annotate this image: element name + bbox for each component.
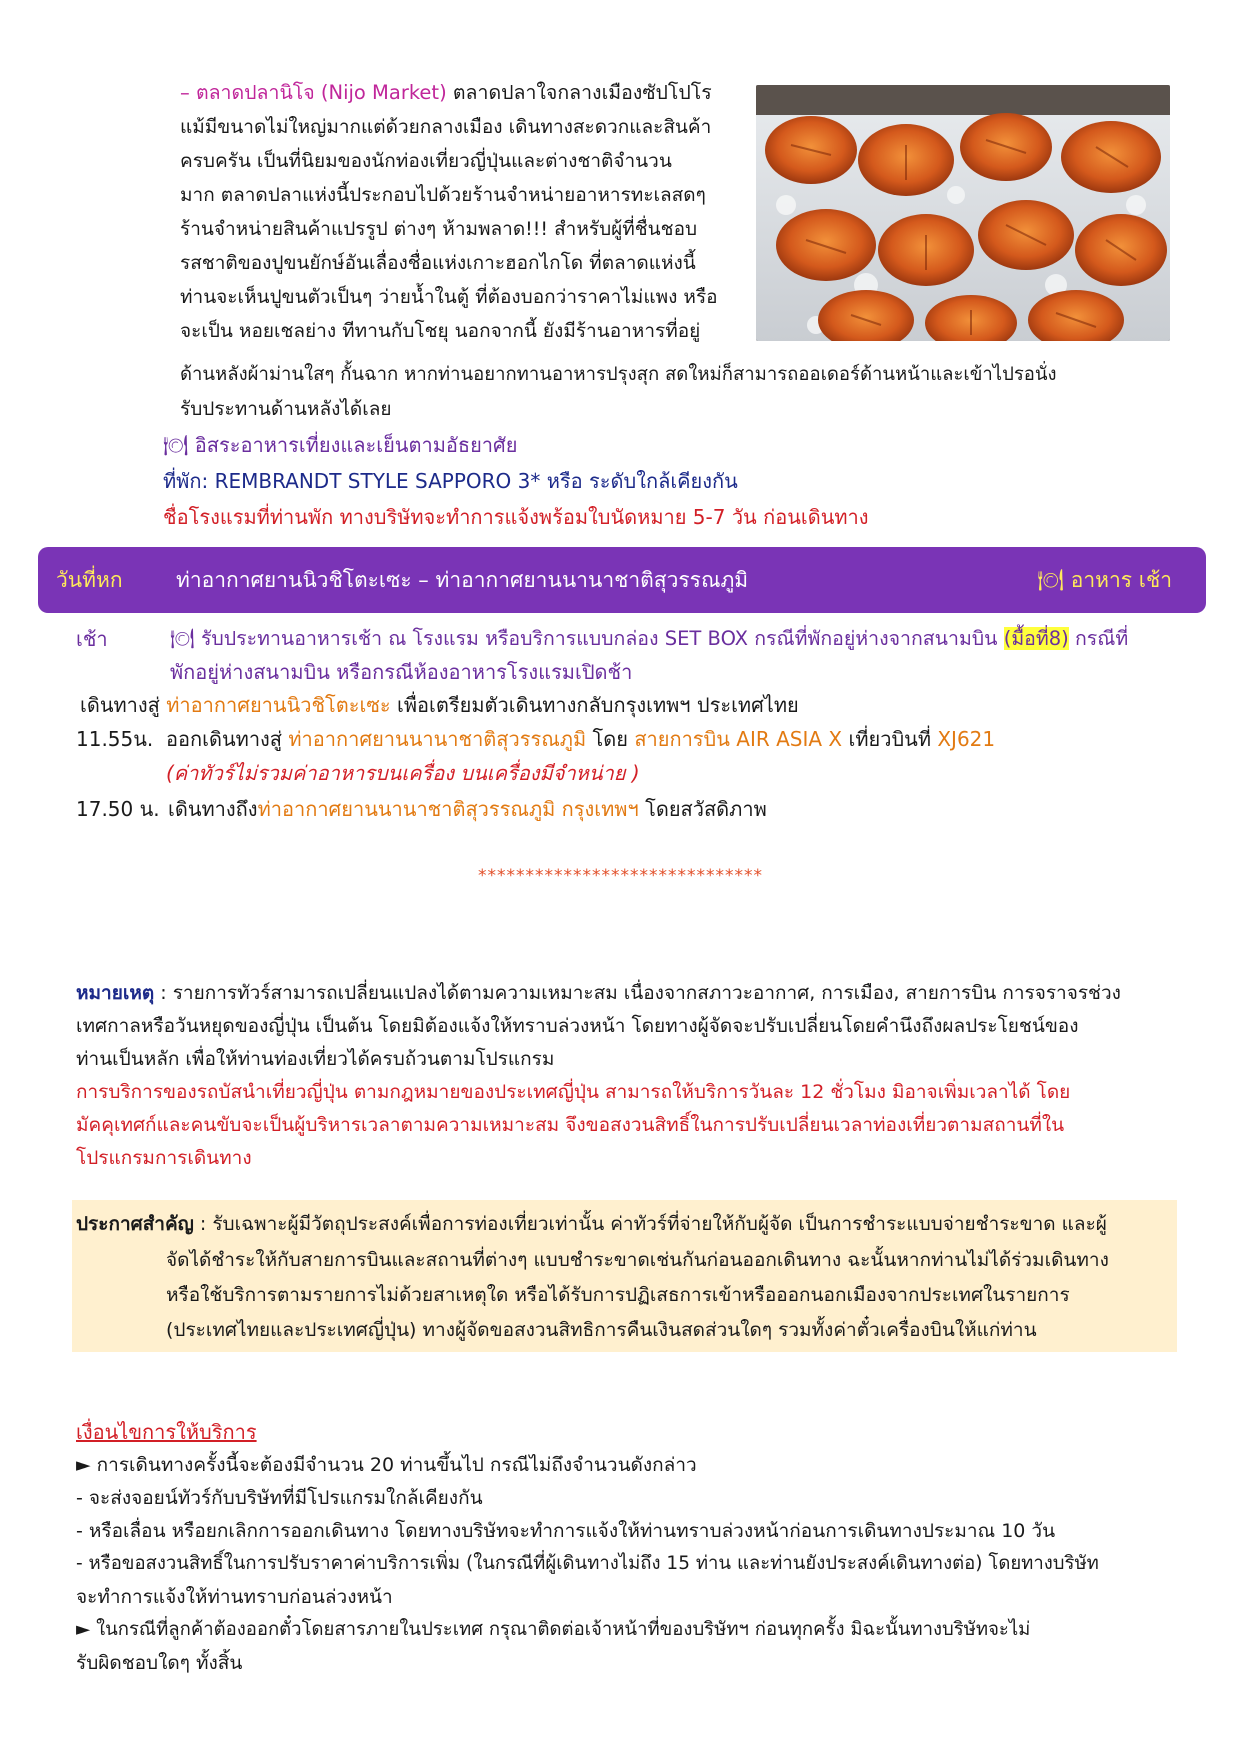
bus-notice-line-0: การบริการของรถบัสนำเที่ยวญี่ปุ่น ตามกฎหมายของประเทศญี่ปุ่น สามารถให้บริการวันละ 12 ชั่วโมง มิอาจเพิ่มเวลาได้ โดย (76, 1081, 1071, 1103)
meal-number-badge: (มื้อที่8) (1003, 627, 1069, 650)
intro-line-8: ด้านหลังผ้าม่านใสๆ กั้นฉาก หากท่านอยากทานอาหารปรุงสุก สดใหม่ก็สามารถออเดอร์ด้านหน้าและเข้าไปรอนั่ง (180, 364, 1057, 385)
breakfast-line-1: 🍽 รับประทานอาหารเช้า ณ โรงแรม หรือบริการแบบกล่อง SET BOX กรณีที่พักอยู่ห่างจากสนามบิน (มื้อที่8) กรณีที่ (170, 627, 1129, 650)
announcement-line-1: จัดได้ชำระให้กับสายการบินและสถานที่ต่างๆ แบบชำระขาดเช่นกันก่อนออกเดินทาง ฉะนั้นหากท่านไม่ได้ร่วมเดินทาง (166, 1249, 1109, 1271)
departure-line: ออกเดินทางสู่ ท่าอากาศยานนานาชาติสุวรรณภูมิ โดย สายการบิน AIR ASIA X เที่ยวบินที่ XJ621 (166, 727, 996, 751)
travel-to-airport: เดินทางสู่ ท่าอากาศยานนิวชิโตะเซะ เพื่อเตรียมตัวเดินทางกลับกรุงเทพฯ ประเทศไทย (80, 693, 799, 717)
condition-line-1: - จะส่งจอยน์ทัวร์กับบริษัทที่มีโปรแกรมใกล้เคียงกัน (76, 1487, 483, 1509)
day-meals: 🍽 อาหาร เช้า (1037, 568, 1172, 592)
hotel-info: ที่พัก: REMBRANDT STYLE SAPPORO 3* หรือ ระดับใกล้เคียงกัน (163, 469, 738, 493)
inflight-meal-note: (ค่าทัวร์ไม่รวมค่าอาหารบนเครื่อง บนเครื่องมีจำหน่าย ) (166, 761, 640, 785)
condition-line-4: จะทำการแจ้งให้ท่านทราบก่อนล่วงหน้า (76, 1586, 393, 1608)
intro-line-7: จะเป็น หอยเชลย่าง ทีทานกับโชยุ นอกจากนี้ ยังมีร้านอาหารที่อยู่ (180, 320, 701, 342)
intro-line-5: รสชาติของปูขนยักษ์อันเลื่องชื่อแห่งเกาะฮอกไกโด ที่ตลาดแห่งนี้ (180, 252, 696, 274)
remarks-label: หมายเหตุ (76, 982, 155, 1004)
day-route: ท่าอากาศยานนิวชิโตะเซะ – ท่าอากาศยานนานาชาติสุวรรณภูมิ (176, 568, 749, 592)
condition-line-0: ► การเดินทางครั้งนี้จะต้องมีจำนวน 20 ท่านขึ้นไป กรณีไม่ถึงจำนวนดังกล่าว (76, 1454, 697, 1476)
nijo-market-title: – ตลาดปลานิโจ (Nijo Market) (180, 81, 447, 104)
departure-time: 11.55น. (76, 727, 154, 751)
separator-stars: ****************************** (478, 866, 763, 886)
intro-line-6: ท่านจะเห็นปูขนตัวเป็นๆ ว่ายน้ำในตู้ ที่ต้องบอกว่าราคาไม่แพง หรือ (180, 286, 718, 308)
condition-line-3: - หรือขอสงวนสิทธิ์ในการปรับราคาค่าบริการเพิ่ม (ในกรณีที่ผู้เดินทางไม่ถึง 15 ท่าน และท่านยังประสงค์เดินทางต่อ) โดยทางบริษัท (76, 1553, 1099, 1574)
announcement-line-0: ประกาศสำคัญ : รับเฉพาะผู้มีวัตถุประสงค์เพื่อการท่องเที่ยวเท่านั้น ค่าทัวร์ที่จ่ายให้กับผู้จัด เป็นการชำระแบบจ่ายชำระขาด และผู้ (76, 1213, 1107, 1235)
day-label: วันที่หก (56, 568, 123, 592)
intro-line-3: มาก ตลาดปลาแห่งนี้ประกอบไปด้วยร้านจำหน่ายอาหารทะเลสดๆ (180, 184, 706, 206)
hotel-notice: ชื่อโรงแรมที่ท่านพัก ทางบริษัทจะทำการแจ้งพร้อมใบนัดหมาย 5-7 วัน ก่อนเดินทาง (163, 505, 869, 529)
intro-line-2: ครบครัน เป็นที่นิยมของนักท่องเที่ยวญี่ปุ่นและต่างชาติจำนวน (180, 150, 672, 172)
remarks-line-0: หมายเหตุ : รายการทัวร์สามารถเปลี่ยนแปลงได้ตามความเหมาะสม เนื่องจากสภาวะอากาศ, การเมือง, สายการบิน การจราจรช่วง (76, 982, 1121, 1004)
intro-line-9: รับประทานด้านหลังได้เลย (180, 398, 392, 420)
remarks-line-2: ท่านเป็นหลัก เพื่อให้ท่านท่องเที่ยวได้ครบถ้วนตามโปรแกรม (76, 1048, 555, 1070)
conditions-title: เงื่อนไขการให้บริการ (76, 1420, 257, 1444)
condition-line-2: - หรือเลื่อน หรือยกเลิกการออกเดินทาง โดยทางบริษัทจะทำการแจ้งให้ท่านทราบล่วงหน้าก่อนการเดินทางประมาณ 10 วัน (76, 1520, 1056, 1542)
day-six-header (38, 547, 1206, 613)
morning-label: เช้า (76, 627, 108, 651)
announcement-line-2: หรือใช้บริการตามรายการไม่ด้วยสาเหตุใด หรือได้รับการปฏิเสธการเข้าหรือออกนอกเมืองจากประเทศในรายการ (166, 1284, 1070, 1306)
arrival-line: เดินทางถึงท่าอากาศยานนานาชาติสุวรรณภูมิ กรุงเทพฯ โดยสวัสดิภาพ (168, 797, 767, 821)
condition-line-5: ► ในกรณีที่ลูกค้าต้องออกตั๋วโดยสารภายในประเทศ กรุณาติดต่อเจ้าหน้าที่ของบริษัทฯ ก่อนทุกครั้ง มิฉะนั้นทางบริษัทจะไม่ (76, 1619, 1031, 1640)
bus-notice-line-2: โปรแกรมการเดินทาง (76, 1147, 252, 1169)
crab-illustration (756, 85, 1170, 341)
announcement-label: ประกาศสำคัญ (76, 1213, 194, 1235)
remarks-line-1: เทศกาลหรือวันหยุดของญี่ปุ่น เป็นต้น โดยมิต้องแจ้งให้ทราบล่วงหน้า โดยทางผู้จัดจะปรับเปลี่ยนโดยคำนึงถึงผลประโยชน์ของ (76, 1015, 1079, 1037)
breakfast-line-2: พักอยู่ห่างสนามบิน หรือกรณีห้องอาหารโรงแรมเปิดช้า (170, 660, 633, 684)
condition-line-6: รับผิดชอบใดๆ ทั้งสิ้น (76, 1652, 243, 1674)
intro-line-0: – ตลาดปลานิโจ (Nijo Market) ตลาดปลาใจกลางเมืองซัปโปโร (180, 81, 712, 104)
intro-line-1: แม้มีขนาดไม่ใหญ่มากแต่ด้วยกลางเมือง เดินทางสะดวกและสินค้า (180, 116, 712, 138)
hairy-crab-photo (756, 85, 1170, 341)
intro-line-4: ร้านจำหน่ายสินค้าแปรรูป ต่างๆ ห้ามพลาด!!! สำหรับผู้ที่ชื่นชอบ (180, 218, 698, 240)
free-meal-note: 🍽 อิสระอาหารเที่ยงและเย็นตามอัธยาศัย (163, 433, 518, 457)
announcement-line-3: (ประเทศไทยและประเทศญี่ปุ่น) ทางผู้จัดขอสงวนสิทธิการคืนเงินสดส่วนใดๆ รวมทั้งค่าตั๋วเครื่องบินให้แก่ท่าน (166, 1319, 1037, 1341)
bus-notice-line-1: มัคคุเทศก์และคนขับจะเป็นผู้บริหารเวลาตามความเหมาะสม จึงขอสงวนสิทธิ์ในการปรับเปลี่ยนเวลาท่องเที่ยวตามสถานที่ใน (76, 1114, 1065, 1136)
arrival-time: 17.50 น. (76, 797, 160, 821)
